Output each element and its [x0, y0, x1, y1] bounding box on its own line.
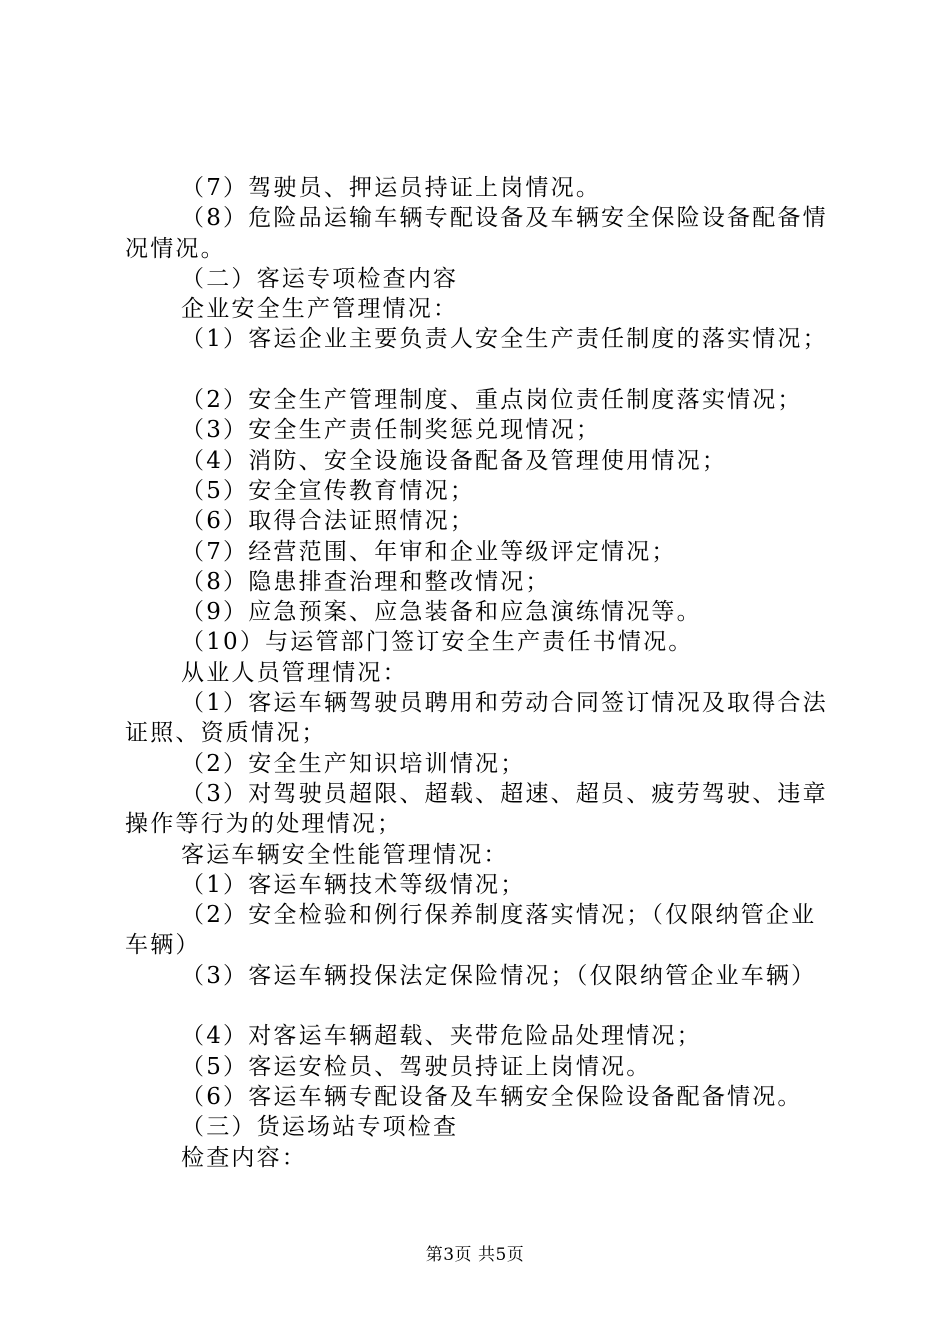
blank-line — [125, 355, 835, 385]
paragraph-line: （4）对客运车辆超载、夹带危险品处理情况； — [181, 1023, 702, 1050]
section-heading: （三）货运场站专项检查 — [181, 1114, 459, 1141]
subsection-heading: 客运车辆安全性能管理情况： — [181, 841, 509, 868]
paragraph-line: （3）客运车辆投保法定保险情况；（仅限纳管企业车辆） — [181, 962, 817, 989]
document-body — [125, 173, 835, 1173]
paragraph-line: （6）客运车辆专配设备及车辆安全保险设备配备情况。 — [181, 1083, 803, 1110]
paragraph-line: （10）与运管部门签订安全生产责任书情况。 — [181, 629, 694, 656]
page-number-footer: 第3页 共5页 — [425, 1245, 525, 1265]
paragraph-line: 证照、资质情况； — [125, 720, 327, 747]
paragraph-line: （3）对驾驶员超限、超载、超速、超员、疲劳驾驶、违章 — [181, 780, 828, 807]
paragraph-line: （9）应急预案、应急装备和应急演练情况等。 — [181, 599, 702, 626]
paragraph-line: （7）经营范围、年审和企业等级评定情况； — [181, 538, 677, 565]
subsection-heading: 检查内容： — [181, 1144, 307, 1171]
paragraph-line: 操作等行为的处理情况； — [125, 811, 403, 838]
paragraph-line: （2）安全检验和例行保养制度落实情况；（仅限纳管企业 — [181, 902, 817, 929]
paragraph-line: 况情况。 — [125, 235, 226, 262]
section-heading: （二）客运专项检查内容 — [181, 265, 459, 292]
paragraph-line: （8）危险品运输车辆专配设备及车辆安全保险设备配备情 — [181, 205, 828, 232]
subsection-heading: 从业人员管理情况： — [181, 659, 408, 686]
paragraph-line: （8）隐患排查治理和整改情况； — [181, 568, 551, 595]
paragraph-line: （3）安全生产责任制奖惩兑现情况； — [181, 417, 602, 444]
paragraph-line: （1）客运企业主要负责人安全生产责任制度的落实情况； — [181, 326, 828, 353]
paragraph-line: （2）安全生产管理制度、重点岗位责任制度落实情况； — [181, 387, 803, 414]
paragraph-line: 车辆） — [125, 932, 201, 959]
paragraph-line: （2）安全生产知识培训情况； — [181, 750, 526, 777]
blank-line — [125, 991, 835, 1021]
paragraph-line: （7）驾驶员、押运员持证上岗情况。 — [181, 175, 602, 201]
paragraph-line: （5）客运安检员、驾驶员持证上岗情况。 — [181, 1053, 652, 1080]
subsection-heading: 企业安全生产管理情况： — [181, 296, 459, 323]
paragraph-line: （1）客运车辆驾驶员聘用和劳动合同签订情况及取得合法 — [181, 690, 828, 717]
paragraph-line: （5）安全宣传教育情况； — [181, 477, 476, 504]
paragraph-line: （4）消防、安全设施设备配备及管理使用情况； — [181, 447, 728, 474]
paragraph-line: （6）取得合法证照情况； — [181, 508, 476, 535]
paragraph-line: （1）客运车辆技术等级情况； — [181, 871, 526, 898]
